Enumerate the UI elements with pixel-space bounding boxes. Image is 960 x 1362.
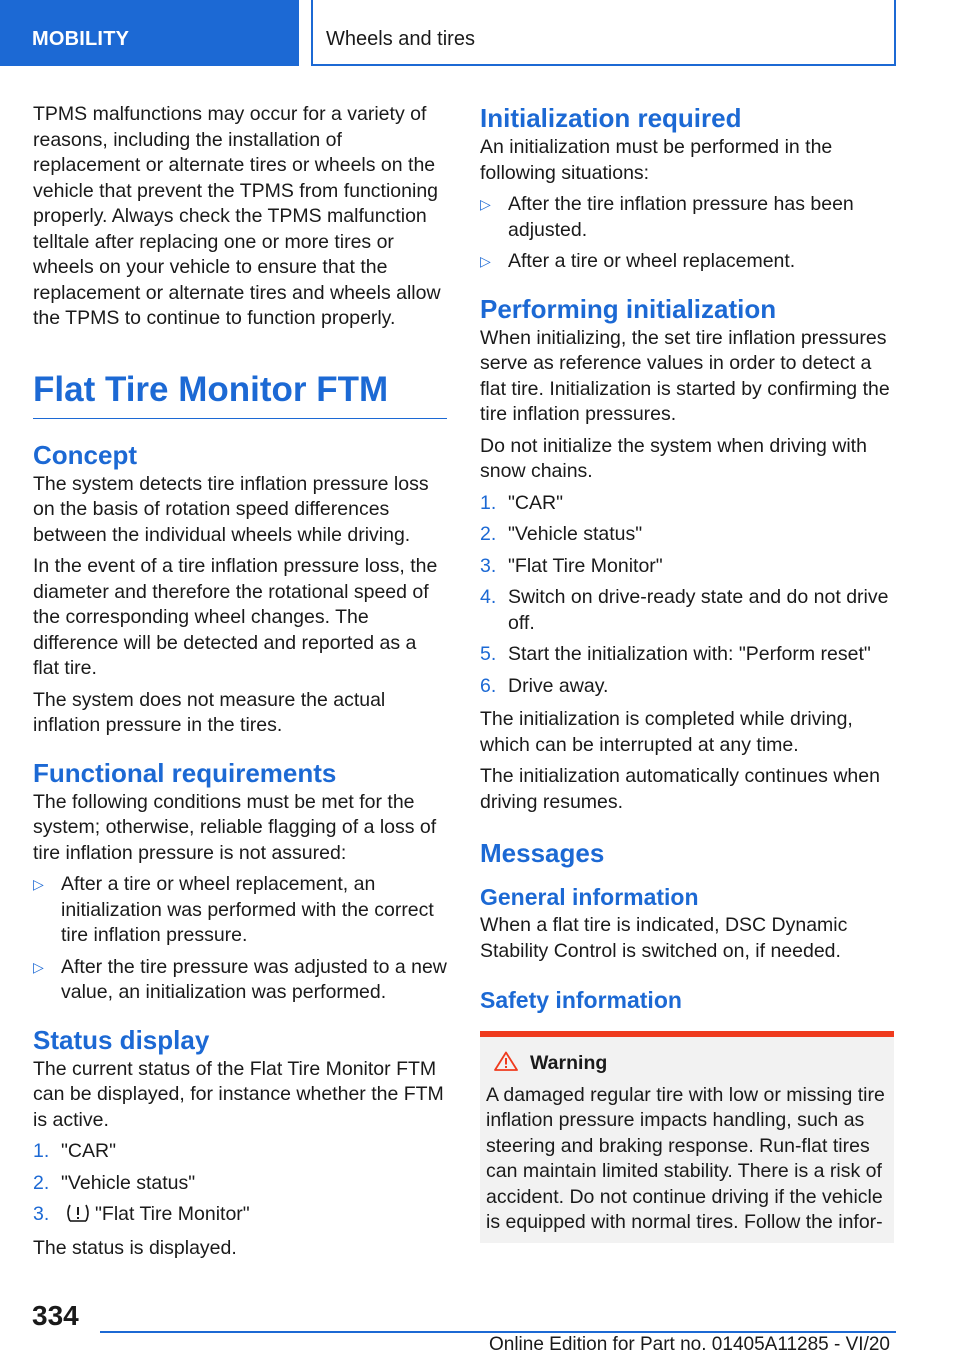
general-information-heading: General information bbox=[480, 884, 699, 910]
left-column bbox=[33, 102, 447, 1267]
bullet-triangle-icon: ▷ bbox=[33, 958, 44, 975]
safety-information-heading: Safety information bbox=[480, 987, 682, 1013]
list-item: ▷ After a tire or wheel replacement. bbox=[480, 249, 894, 275]
bullet-triangle-icon: ▷ bbox=[480, 196, 491, 212]
footer-edition-text: Online Edition for Part no. 01405A11285 - VI/20 bbox=[488, 1334, 890, 1355]
initialization-situations-list bbox=[480, 192, 894, 275]
concept-paragraph-1: The system detects tire inflation pressure loss on the basis of rotation speed differences between the individual wheels while driving. bbox=[33, 472, 429, 546]
step-item: 2. "Vehicle status" bbox=[33, 1171, 196, 1194]
concept-paragraph-2: In the event of a tire inflation pressure loss, the diameter and therefore the rotational speed of the corresponding wheel changes. The difference will be detected and reported as a flat tire. bbox=[33, 555, 438, 679]
warning-triangle-icon bbox=[494, 1051, 518, 1071]
list-item: ▷ After the tire pressure was adjusted to a new value, an initialization was performed. bbox=[33, 955, 447, 1003]
step-item: 1. "CAR" bbox=[33, 1140, 117, 1162]
bullet-triangle-icon: ▷ bbox=[480, 253, 491, 269]
concept-paragraph-3: The system does not measure the actual inflation pressure in the tires. bbox=[33, 688, 386, 736]
functional-requirements-paragraph: The following conditions must be met for the system; otherwise, reliable flagging of a loss of tire inflation pressure is not assured: bbox=[33, 790, 437, 864]
list-item: ▷ After the tire inflation pressure has been adjusted. bbox=[480, 193, 854, 241]
step-item: 3. "Flat Tire Monitor" bbox=[480, 554, 663, 577]
functional-requirements-list bbox=[33, 872, 447, 1006]
step-item: 5. Start the initialization with: "Perform reset" bbox=[480, 643, 871, 665]
list-item: ▷ After a tire or wheel replacement, an initialization was performed with the correct tire inflation pressure. bbox=[33, 873, 434, 946]
status-steps-list bbox=[33, 1139, 447, 1228]
status-display-paragraph: The current status of the Flat Tire Monitor FTM can be displayed, for instance whether the FTM is active. bbox=[33, 1057, 444, 1131]
warning-text: A damaged regular tire with low or missing tire inflation pressure impacts handling, such as steering and braking response. Run-flat tires can maintain limited stability. There is a risk of accident. Do not continue driving if the vehicle is equipped with normal tires. Follow the infor- bbox=[486, 1083, 885, 1233]
performing-paragraph-3: The initialization is completed while driving, which can be interrupted at any time. bbox=[480, 708, 853, 756]
footer-divider bbox=[100, 1331, 896, 1333]
step-item: 2. "Vehicle status" bbox=[480, 523, 643, 545]
intro-paragraph: TPMS malfunctions may occur for a variety of reasons, including the installation of replacement or alternate tires or wheels on the vehicle that prevent the TPMS from functioning properly. Always check the TPMS malfunction telltale after replacing one or more tires or wheels on your vehicle to ensure that the replacement or alternate tires and wheels allow the TPMS to continue to function properly. bbox=[33, 103, 441, 329]
performing-paragraph-4: The initialization automatically continues when driving resumes. bbox=[480, 765, 880, 813]
bullet-triangle-icon: ▷ bbox=[33, 876, 44, 892]
page-header bbox=[0, 0, 960, 66]
warning-box bbox=[480, 1031, 894, 1243]
performing-paragraph-1: When initializing, the set tire inflation pressures serve as reference values in order to detect a flat tire. Initialization is started by confirming the tire inflation pressures. bbox=[480, 326, 890, 425]
initialization-required-paragraph: An initialization must be performed in the following situations: bbox=[480, 136, 833, 184]
status-display-heading: Status display bbox=[33, 1024, 210, 1055]
step-item: 1. "CAR" bbox=[480, 491, 564, 514]
concept-heading: Concept bbox=[33, 439, 137, 470]
step-item: 6. Drive away. bbox=[480, 674, 609, 697]
warning-header: Warning bbox=[486, 1051, 886, 1077]
status-displayed-text: The status is displayed. bbox=[33, 1236, 237, 1259]
functional-requirements-heading: Functional requirements bbox=[33, 757, 337, 788]
initialization-required-heading: Initialization required bbox=[480, 103, 742, 133]
messages-heading: Messages bbox=[480, 838, 605, 868]
step-item: 3. "Flat Tire Monitor" bbox=[33, 1203, 250, 1225]
tpms-warning-icon bbox=[65, 1203, 91, 1223]
chapter-title: Wheels and tires bbox=[311, 0, 896, 66]
performing-paragraph-2: Do not initialize the system when driving with snow chains. bbox=[480, 434, 867, 482]
page-number: 334 bbox=[32, 1300, 79, 1331]
step-item: 4. Switch on drive-ready state and do not drive off. bbox=[480, 586, 889, 634]
general-information-paragraph: When a flat tire is indicated, DSC Dynamic Stability Control is switched on, if needed. bbox=[480, 914, 848, 962]
right-column bbox=[480, 102, 894, 1243]
section-tab: MOBILITY bbox=[0, 0, 299, 66]
performing-initialization-heading: Performing initialization bbox=[480, 293, 777, 324]
performing-steps-list bbox=[480, 491, 894, 700]
main-title: Flat Tire Monitor FTM bbox=[33, 370, 447, 419]
